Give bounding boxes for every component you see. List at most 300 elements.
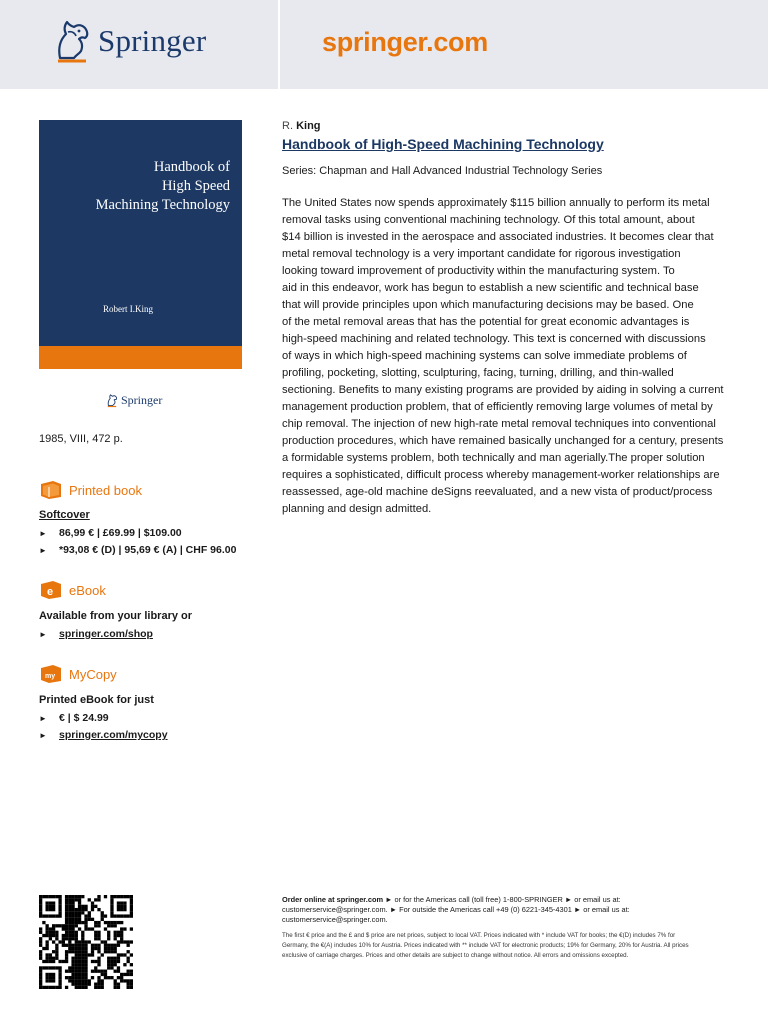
qr-module (114, 957, 117, 960)
qr-module (58, 905, 61, 908)
qr-module (62, 960, 65, 963)
qr-module (45, 957, 48, 960)
qr-module (120, 973, 123, 976)
qr-module (127, 914, 130, 917)
qr-module (71, 901, 74, 904)
triangle-right-icon: ► (39, 528, 47, 538)
qr-module (58, 908, 61, 911)
qr-module (75, 940, 78, 943)
qr-module (84, 924, 87, 927)
qr-module (71, 898, 74, 901)
qr-module (58, 924, 61, 927)
qr-module (88, 953, 91, 956)
qr-module (101, 940, 104, 943)
qr-module (107, 937, 110, 940)
qr-module (123, 895, 126, 898)
qr-module (104, 940, 107, 943)
qr-module (84, 953, 87, 956)
qr-module (52, 973, 55, 976)
book-title[interactable]: Handbook of High-Speed Machining Technology (282, 136, 604, 152)
qr-module (101, 914, 104, 917)
qr-module (55, 924, 58, 927)
qr-module (78, 966, 81, 969)
qr-module (55, 914, 58, 917)
qr-module (81, 921, 84, 924)
qr-module (39, 898, 42, 901)
book-series: Series: Chapman and Hall Advanced Industrial Technology Series (282, 165, 603, 177)
cover-title-line: Machining Technology (95, 197, 230, 213)
qr-module (68, 950, 71, 953)
qr-module (78, 957, 81, 960)
book-author (282, 120, 321, 132)
qr-module (104, 950, 107, 953)
qr-module (71, 908, 74, 911)
qr-module (84, 908, 87, 911)
book-cover (39, 120, 242, 369)
qr-module (97, 921, 100, 924)
qr-module (65, 901, 68, 904)
qr-module (58, 901, 61, 904)
qr-module (104, 895, 107, 898)
qr-module (49, 957, 52, 960)
qr-module (114, 944, 117, 947)
description-line: of the metal removal areas that has the potential for great economic advantages is (282, 316, 690, 328)
qr-module (68, 921, 71, 924)
qr-module (49, 953, 52, 956)
qr-module (91, 908, 94, 911)
qr-module (49, 927, 52, 930)
qr-module (84, 950, 87, 953)
qr-module (55, 895, 58, 898)
qr-module (45, 908, 48, 911)
mycopy-link[interactable]: springer.com/mycopy (59, 729, 168, 741)
qr-module (65, 950, 68, 953)
qr-module (123, 979, 126, 982)
qr-module (101, 953, 104, 956)
qr-module (68, 940, 71, 943)
qr-module (107, 966, 110, 969)
qr-module (97, 937, 100, 940)
qr-module (39, 953, 42, 956)
triangle-right-icon: ► (39, 545, 47, 555)
qr-module (120, 921, 123, 924)
qr-module (45, 944, 48, 947)
qr-module (78, 960, 81, 963)
qr-module (114, 914, 117, 917)
qr-module (71, 905, 74, 908)
qr-module (78, 979, 81, 982)
qr-module (45, 979, 48, 982)
qr-module (58, 960, 61, 963)
qr-module (58, 895, 61, 898)
qr-module (78, 970, 81, 973)
qr-module (75, 908, 78, 911)
qr-module (101, 983, 104, 986)
qr-module (49, 931, 52, 934)
qr-module (110, 905, 113, 908)
qr-module (110, 908, 113, 911)
qr-module (97, 970, 100, 973)
qr-module (97, 895, 100, 898)
qr-module (78, 976, 81, 979)
price-line (39, 544, 236, 556)
qr-module (75, 973, 78, 976)
order-online-label[interactable]: Order online at springer.com (282, 895, 384, 904)
mycopy-title: MyCopy (69, 666, 117, 682)
qr-module (94, 921, 97, 924)
qr-module (117, 983, 120, 986)
qr-module (110, 921, 113, 924)
qr-module (101, 979, 104, 982)
qr-module (81, 944, 84, 947)
qr-module (58, 898, 61, 901)
qr-module (120, 914, 123, 917)
printed-book-title: Printed book (69, 482, 142, 498)
qr-module (97, 950, 100, 953)
qr-module (94, 934, 97, 937)
qr-module (78, 901, 81, 904)
qr-module (58, 940, 61, 943)
qr-module (75, 970, 78, 973)
qr-module (71, 976, 74, 979)
qr-module (107, 944, 110, 947)
qr-module (49, 976, 52, 979)
qr-module (101, 911, 104, 914)
qr-module (65, 921, 68, 924)
qr-module (65, 918, 68, 921)
qr-module (127, 940, 130, 943)
qr-module (94, 924, 97, 927)
qr-module (45, 966, 48, 969)
qr-module (81, 963, 84, 966)
qr-module (130, 953, 133, 956)
qr-module (65, 924, 68, 927)
disclaimer-line: exclusive of carriage charges. Prices and other details are subject to change without notice. All errors and omissions excepted. (282, 952, 629, 959)
qr-module (49, 914, 52, 917)
qr-module (130, 898, 133, 901)
qr-module (117, 914, 120, 917)
qr-module (62, 934, 65, 937)
order-line (282, 895, 730, 905)
qr-module (81, 934, 84, 937)
qr-module (130, 983, 133, 986)
qr-module (78, 986, 81, 989)
qr-module (88, 918, 91, 921)
qr-module (88, 940, 91, 943)
shop-link[interactable]: springer.com/shop (59, 628, 153, 640)
qr-module (45, 940, 48, 943)
ebook-title: eBook (69, 582, 106, 598)
qr-module (78, 973, 81, 976)
qr-module (114, 963, 117, 966)
qr-module (45, 960, 48, 963)
qr-module (78, 914, 81, 917)
qr-module (58, 970, 61, 973)
qr-module (49, 905, 52, 908)
qr-module (55, 966, 58, 969)
qr-module (81, 947, 84, 950)
description-line: requires a sophisticated, difficult process whereby management-worker relationships are (282, 469, 720, 481)
qr-module (104, 973, 107, 976)
qr-module (45, 924, 48, 927)
order-info (282, 895, 730, 925)
qr-module (75, 898, 78, 901)
qr-module (75, 934, 78, 937)
qr-module (91, 950, 94, 953)
qr-module (78, 940, 81, 943)
qr-module (49, 960, 52, 963)
qr-module (81, 983, 84, 986)
mycopy-heading (39, 664, 117, 684)
qr-module (120, 901, 123, 904)
qr-module (75, 924, 78, 927)
qr-module (68, 908, 71, 911)
description-line: of ways in which high-speed machining systems can solve immediate problems of (282, 350, 687, 362)
qr-module (55, 947, 58, 950)
qr-module (42, 914, 45, 917)
qr-module (65, 934, 68, 937)
qr-module (68, 947, 71, 950)
qr-module (52, 931, 55, 934)
qr-module (52, 957, 55, 960)
qr-module (68, 934, 71, 937)
qr-module (81, 908, 84, 911)
qr-module (65, 957, 68, 960)
qr-module (84, 921, 87, 924)
qr-module (75, 918, 78, 921)
qr-module (68, 924, 71, 927)
qr-module (45, 931, 48, 934)
qr-module (110, 950, 113, 953)
qr-module (81, 937, 84, 940)
qr-module (58, 914, 61, 917)
qr-module (45, 953, 48, 956)
ebook-icon (39, 580, 63, 600)
qr-module (91, 905, 94, 908)
qr-module (127, 986, 130, 989)
qr-module (114, 970, 117, 973)
description-line: removal tasks using conventional machining technology. Of this total amount, about (282, 214, 695, 226)
qr-module (55, 931, 58, 934)
qr-module (120, 905, 123, 908)
price-line (39, 527, 182, 539)
qr-module (97, 934, 100, 937)
ebook-heading (39, 580, 106, 600)
qr-module (42, 934, 45, 937)
qr-module (94, 944, 97, 947)
mycopy-icon (39, 664, 63, 684)
site-link[interactable]: springer.com (322, 27, 488, 57)
qr-module (94, 983, 97, 986)
ebook-availability: Available from your library or (39, 610, 193, 622)
qr-module (65, 895, 68, 898)
qr-module (94, 898, 97, 901)
qr-module (114, 937, 117, 940)
qr-module (75, 953, 78, 956)
qr-module (39, 940, 42, 943)
qr-module (94, 937, 97, 940)
qr-module (52, 979, 55, 982)
cover-title (39, 158, 242, 215)
qr-module (130, 979, 133, 982)
qr-module (65, 927, 68, 930)
qr-module (104, 976, 107, 979)
qr-module (75, 947, 78, 950)
qr-module (65, 944, 68, 947)
qr-module (91, 918, 94, 921)
qr-module (49, 901, 52, 904)
qr-module (62, 937, 65, 940)
qr-module (97, 931, 100, 934)
qr-module (97, 944, 100, 947)
qr-module (52, 934, 55, 937)
qr-module (84, 918, 87, 921)
qr-module (42, 966, 45, 969)
qr-module (68, 966, 71, 969)
qr-module (65, 905, 68, 908)
cover-author: Robert I.King (103, 304, 153, 314)
qr-module (39, 944, 42, 947)
qr-module (45, 976, 48, 979)
qr-module (78, 908, 81, 911)
qr-module (81, 973, 84, 976)
qr-module (39, 957, 42, 960)
description-line: planning and design admitted. (282, 503, 432, 515)
qr-module (45, 927, 48, 930)
qr-module (91, 947, 94, 950)
qr-module (65, 898, 68, 901)
mycopy-price: € | $ 24.99 (59, 712, 109, 724)
qr-module (130, 970, 133, 973)
qr-module (39, 914, 42, 917)
qr-module (39, 979, 42, 982)
qr-module (78, 944, 81, 947)
qr-module (55, 937, 58, 940)
qr-module (55, 953, 58, 956)
qr-module (127, 957, 130, 960)
qr-module (71, 914, 74, 917)
qr-module (81, 979, 84, 982)
qr-module (68, 914, 71, 917)
qr-module (62, 924, 65, 927)
qr-module (123, 927, 126, 930)
qr-module (39, 970, 42, 973)
qr-module (58, 979, 61, 982)
qr-module (58, 976, 61, 979)
qr-module (75, 895, 78, 898)
qr-module (120, 934, 123, 937)
qr-module (84, 976, 87, 979)
cover-band (39, 346, 242, 369)
qr-module (45, 947, 48, 950)
qr-module (130, 905, 133, 908)
qr-module (81, 940, 84, 943)
qr-module (117, 966, 120, 969)
qr-module (107, 924, 110, 927)
qr-module (39, 931, 42, 934)
qr-module (91, 970, 94, 973)
qr-module (117, 921, 120, 924)
qr-module (65, 960, 68, 963)
qr-module (97, 983, 100, 986)
qr-module (71, 895, 74, 898)
qr-module (130, 973, 133, 976)
qr-module (84, 960, 87, 963)
qr-module (117, 895, 120, 898)
qr-module (81, 950, 84, 953)
qr-module (107, 957, 110, 960)
qr-module (71, 921, 74, 924)
qr-module (65, 937, 68, 940)
ebook-link-line[interactable] (39, 628, 153, 640)
qr-module (130, 914, 133, 917)
qr-module (97, 976, 100, 979)
springer-logo[interactable] (52, 18, 206, 64)
qr-module (68, 931, 71, 934)
header-divider (278, 0, 280, 89)
qr-module (104, 944, 107, 947)
qr-module (75, 931, 78, 934)
qr-module (71, 979, 74, 982)
qr-module (71, 927, 74, 930)
qr-module (62, 927, 65, 930)
qr-module (42, 921, 45, 924)
qr-module (39, 986, 42, 989)
qr-module (45, 973, 48, 976)
qr-module (101, 970, 104, 973)
qr-module (97, 979, 100, 982)
qr-module (127, 970, 130, 973)
qr-module (39, 950, 42, 953)
qr-module (45, 905, 48, 908)
qr-module (91, 944, 94, 947)
qr-module (94, 931, 97, 934)
softcover-label: Softcover (39, 509, 90, 521)
qr-module (130, 895, 133, 898)
qr-module (117, 934, 120, 937)
qr-module (68, 979, 71, 982)
qr-module (110, 966, 113, 969)
qr-module (84, 970, 87, 973)
qr-module (78, 918, 81, 921)
qr-module (78, 950, 81, 953)
qr-module (123, 908, 126, 911)
qr-module (71, 924, 74, 927)
qr-module (101, 986, 104, 989)
qr-module (81, 970, 84, 973)
qr-module (71, 911, 74, 914)
qr-module (88, 983, 91, 986)
qr-module (78, 905, 81, 908)
qr-module (91, 976, 94, 979)
price-disclaimer (282, 931, 730, 961)
qr-module (84, 944, 87, 947)
qr-module (81, 966, 84, 969)
qr-module (120, 976, 123, 979)
qr-module (75, 950, 78, 953)
description-line: The United States now spends approximately $115 billion annually to perform its metal (282, 197, 710, 209)
disclaimer-line: Germany, the €(A) includes 10% for Austria. Prices indicated with ** include VAT for electronic products; 19% for Germany, 20% for Austria. All prices (282, 942, 689, 949)
description-line: production procedures, which have remained basically unchanged for a century, presents (282, 435, 724, 447)
qr-module (120, 927, 123, 930)
qr-module (78, 953, 81, 956)
mycopy-link-line[interactable] (39, 729, 168, 741)
description-line: management production problem, that of efficiently removing large volumes of metal by (282, 401, 713, 413)
description-line: reassessed, age-old machine deSigns reevaluated, and a new vista of product/process (282, 486, 713, 498)
qr-module (114, 924, 117, 927)
qr-module (107, 931, 110, 934)
qr-code-icon[interactable] (39, 895, 133, 989)
